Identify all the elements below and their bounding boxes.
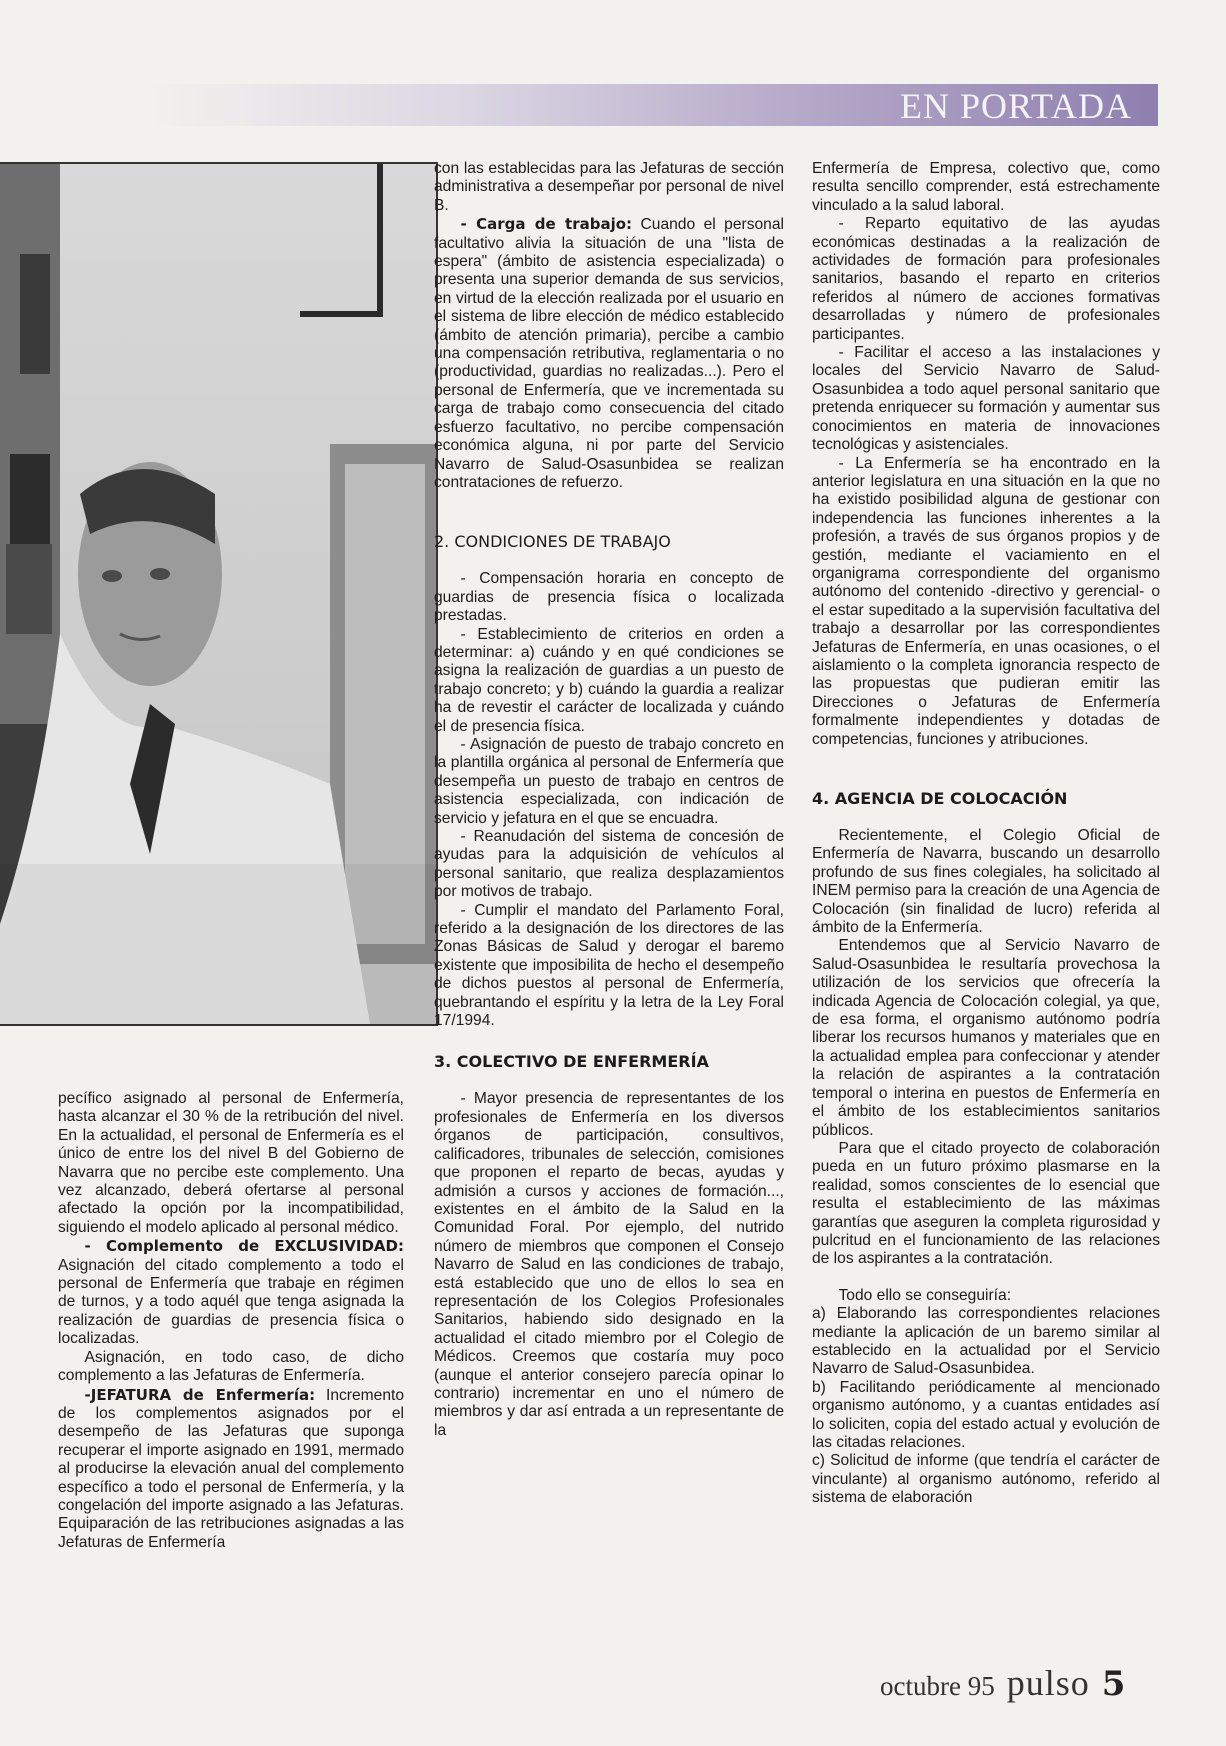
column-2 — [434, 160, 784, 1440]
paragraph: - Reanudación del sistema de concesión de ayudas para la adquisición de vehículos al personal sanitario, que realiza desplazamientos por motivos de trabajo. — [434, 828, 784, 901]
paragraph: - Reparto equitativo de las ayudas económicas destinadas a la realización de actividades de formación para profesionales sanitarios, basando el reparto en criterios referidos al número de acciones formativas desarrolladas y número de profesionales participantes. — [812, 215, 1160, 343]
paragraph: Enfermería de Empresa, colectivo que, como resulta sencillo comprender, está estrechamente vinculado a la salud laboral. — [812, 160, 1160, 214]
paragraph — [58, 1386, 404, 1553]
paragraph-text: Incremento de los complementos asignados por el desempeño de las Jefaturas que suponga recuperar el importe asignado en 1991, mermado al producirse la elevación anual del complemento específico a todo el personal de Enfermería, y la congelación del importe asignado a las Jefaturas. Equiparación de las retribuciones asignadas a las Jefaturas de Enfermería — [58, 1386, 404, 1551]
magazine-name: pulso — [1006, 1663, 1090, 1703]
paragraph — [58, 1237, 404, 1348]
section-heading: 4. AGENCIA DE COLOCACIÓN — [812, 789, 1068, 808]
paragraph: Para que el citado proyecto de colaboración pueda en un futuro próximo plasmarse en la realidad, somos conscientes de lo esencial que resulta el establecimiento de las máximas garantías que aseguren la completa rigurosidad y pulcritud en el funcionamiento de las relaciones de los aspirantes a la contratación. — [812, 1139, 1160, 1268]
paragraph: Asignación, en todo caso, de dicho complemento a las Jefaturas de Enfermería. — [58, 1348, 404, 1385]
lead-phrase: -JEFATURA de Enfermería: — [84, 1385, 316, 1404]
section-heading: 3. COLECTIVO DE ENFERMERÍA — [434, 1052, 709, 1072]
paragraph: Recientemente, el Colegio Oficial de Enfermería de Navarra, buscando un desarrollo profundo de sus fines colegiales, ha solicitado al INEM permiso para la creación de una Agencia de Colocación (sin finalidad de lucro) referida al ámbito de la Enfermería. — [812, 827, 1160, 937]
paragraph — [434, 215, 784, 492]
column-3 — [812, 160, 1160, 1508]
photo-illustration — [0, 164, 436, 1024]
article-photo — [0, 162, 438, 1026]
paragraph: - Compensación horaria en concepto de guardias de presencia física o localizada prestadas. — [434, 570, 784, 625]
paragraph: - Cumplir el mandato del Parlamento Foral, referido a la designación de los directores de las Zonas Básicas de Salud y derogar el baremo existente que imposibilita de hecho el desempeño de dichos puestos al personal de Enfermería, quebrantando el espíritu y la letra de la Ley Foral 17/1994. — [434, 901, 784, 1030]
paragraph-text: Asignación del citado complemento a todo el personal de Enfermería que trabaje en régimen de turnos, y a todo aquél que tenga asignada la realización de guardias de presencia física o localizadas. — [58, 1256, 404, 1348]
section-header-bar — [150, 84, 1158, 126]
paragraph: c) Solicitud de informe (que tendría el carácter de vinculante) al organismo autónomo, referido al sistema de elaboración — [812, 1452, 1160, 1507]
paragraph: - Asignación de puesto de trabajo concreto en la plantilla orgánica al personal de Enfermería que desempeña un puesto de trabajo en centros de asistencia especializada, con indicación de servicio y jefatura en el que se encuadra. — [434, 735, 784, 827]
page-footer — [880, 1662, 1125, 1712]
paragraph: - Facilitar el acceso a las instalaciones y locales del Servicio Navarro de Salud-Osasunbidea a todo aquel personal sanitario que pretenda enriquecer su formación y aumentar sus conocimientos en materia de innovaciones tecnológicas y asistenciales. — [812, 344, 1160, 454]
lead-phrase: - Carga de trabajo: — [460, 215, 633, 234]
paragraph: - Establecimiento de criterios en orden a determinar: a) cuándo y en qué condiciones se asigna la realización de guardias a un puesto de trabajo concreto; y b) cuándo la guardia a realizar ha de revestir el carácter de localizada y cuándo el de presencia física. — [434, 625, 784, 735]
issue-date: octubre 95 — [880, 1671, 995, 1701]
paragraph: a) Elaborando las correspondientes relaciones mediante la aplicación de un baremo similar al establecido en la actualidad por el Servicio Navarro de Salud-Osasunbidea. — [812, 1305, 1160, 1378]
paragraph: - La Enfermería se ha encontrado en la anterior legislatura en una situación en la que no ha existido posibilidad alguna de gestionar con independencia las funciones inherentes a la profesión, a través de sus órganos propios y de gestión, mediante el vaciamiento en el organigrama correspondiente del organismo autónomo del contenido -directivo y gerencial- o el estar supeditado a la supervisión facultativa del trabajo a desarrollar por las correspondientes Jefaturas de Enfermería, en unas ocasiones, o el aislamiento o la completa ignorancia respecto de las propuestas que pudieran emitir las Direcciones o Jefaturas de Enfermería formalmente independientes y dotadas de competencias, funciones y atribuciones. — [812, 454, 1160, 748]
paragraph-text: Cuando el personal facultativo alivia la situación de una "lista de espera" (ámbito de asistencia especializada) o presenta una superior demanda de sus servicios, en virtud de la elección realizada por el usuario en el sistema de libre elección de médico establecido (ámbito de atención primaria), percibe a cambio una compensación retributiva, reglamentaria o no (productividad, guardias no realizadas...). Pero el personal de Enfermería, que ve incrementada su carga de trabajo como consecuencia del citado esfuerzo facultativo, no percibe compensación económica alguna, ni por parte del Servicio Navarro de Salud-Osasunbidea se realizan contrataciones de refuerzo. — [434, 216, 784, 491]
paragraph: - Mayor presencia de representantes de los profesionales de Enfermería en los diversos órganos de participación, consultivos, calificadores, tribunales de selección, comisiones que proponen el reparto de becas, ayudas y admisión a cursos y acciones de formación..., existentes en el ámbito de la Salud en la Comunidad Foral. Por ejemplo, del nutrido número de miembros que componen el Consejo Navarro de Salud en las condiciones de trabajo, está establecido que uno de ellos lo sea en representación de los Colegios Profesionales Sanitarios, habiendo sido designado en la actualidad el citado miembro por el Colegio de Médicos. Creemos que costaría muy poco (aunque el anterior consejero parecía opinar lo contrario) incrementar en uno el número de miembros y dar así entrada a un representante de la — [434, 1090, 784, 1439]
paragraph: b) Facilitando periódicamente al mencionado organismo autónomo, y a cuantas entidades así lo soliciten, copia del estado actual y evolución de las citadas relaciones. — [812, 1378, 1160, 1451]
page-number: 5 — [1101, 1664, 1126, 1704]
column-1 — [58, 1090, 404, 1552]
paragraph: pecífico asignado al personal de Enfermería, hasta alcanzar el 30 % de la retribución del nivel. En la actualidad, el personal de Enfermería es el único de entre los del nivel B del Gobierno de Navarra que no percibe este complemento. Una vez alcanzado, deberá ofertarse al personal afectado la opción por la incompatibilidad, siguiendo el modelo aplicado al personal médico. — [58, 1090, 404, 1236]
paragraph: Todo ello se conseguiría: — [838, 1286, 1012, 1304]
paragraph: con las establecidas para las Jefaturas de sección administrativa a desempeñar por personal de nivel B. — [434, 160, 784, 214]
lead-phrase: - Complemento de EXCLUSIVIDAD: — [84, 1237, 404, 1256]
section-heading: 2. CONDICIONES DE TRABAJO — [434, 532, 671, 552]
section-label: EN PORTADA — [900, 86, 1132, 126]
paragraph: Entendemos que al Servicio Navarro de Salud-Osasunbidea le resultaría provechosa la utilización de los servicios que ofrecería la indicada Agencia de Colocación colegial, ya que, de esa forma, el organismo autónomo podría liberar los recursos humanos y materiales que en la actualidad emplea para confeccionar y atender la relación de aspirantes a la contratación temporal o interina en puestos de Enfermería en el ámbito de los establecimientos sanitarios públicos. — [812, 937, 1160, 1139]
